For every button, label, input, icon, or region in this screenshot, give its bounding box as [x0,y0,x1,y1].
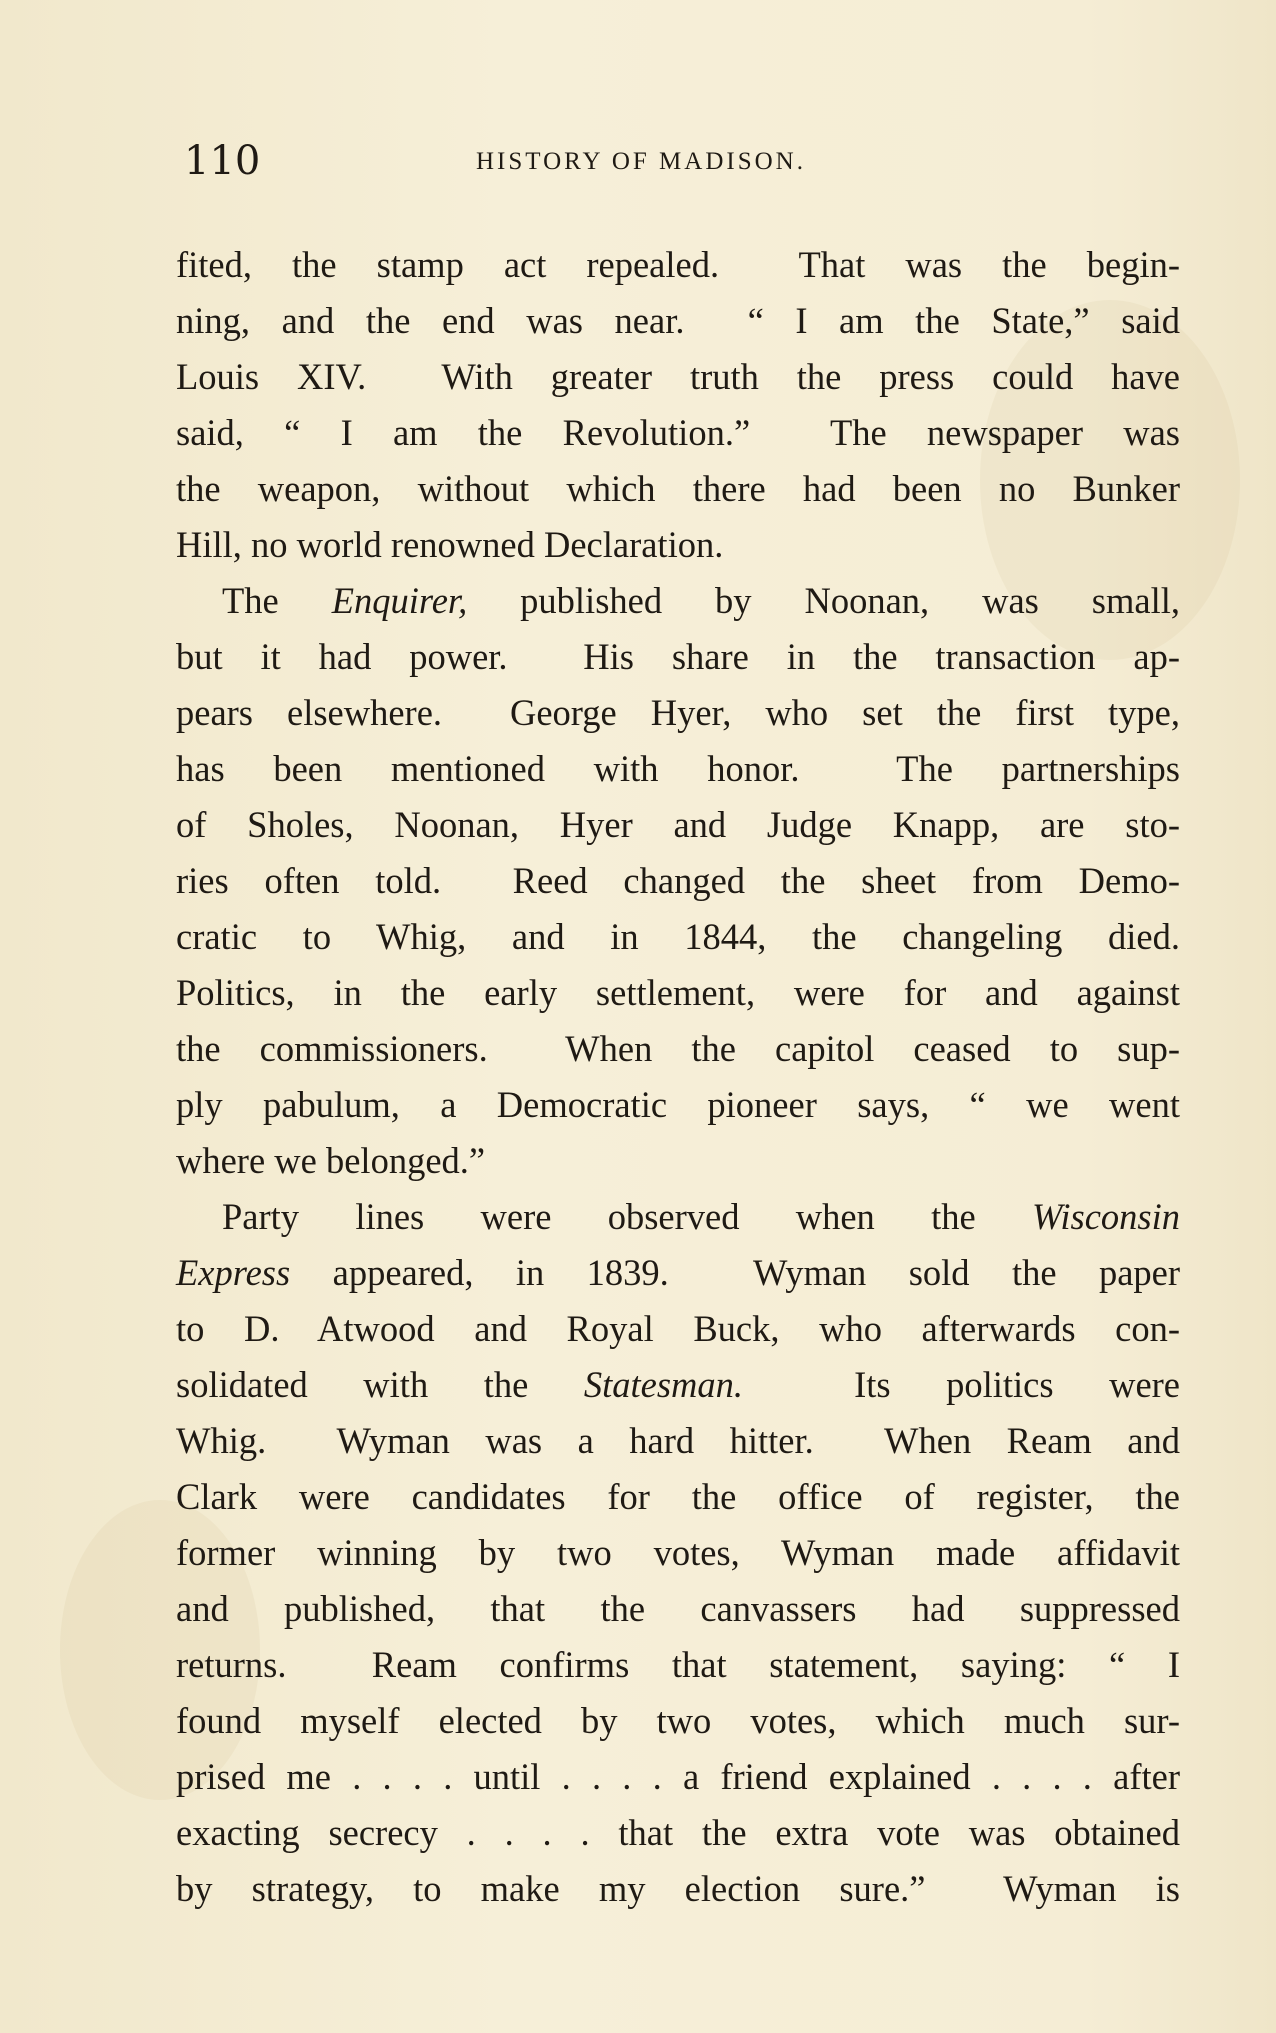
text-segment: Whig. Wyman was a hard hitter. When Ream and [176,1420,1180,1461]
text-segment: Politics, in the early settlement, were for and against [176,972,1180,1013]
text-line [176,1021,1180,1077]
italic-title: Enquirer, [331,580,468,621]
text-line [176,573,1180,629]
text-segment: former winning by two votes, Wyman made affidavit [176,1532,1180,1573]
text-segment: published by Noonan, was small, [467,580,1180,621]
text-line [176,461,1180,517]
text-line [176,629,1180,685]
text-segment: the weapon, without which there had been no Bunker [176,468,1180,509]
text-line [176,1133,1180,1189]
italic-title: Express [176,1252,291,1293]
text-line [176,1301,1180,1357]
text-line [176,909,1180,965]
text-segment: by strategy, to make my election sure.” Wyman is [176,1868,1180,1909]
text-line [176,1525,1180,1581]
text-segment: cratic to Whig, and in 1844, the changeling died. [176,916,1180,957]
text-line [176,1413,1180,1469]
text-segment: Clark were candidates for the office of register, the [176,1476,1180,1517]
text-segment: where we belonged.” [176,1140,486,1181]
text-line [176,349,1180,405]
text-line [176,797,1180,853]
text-line [176,1861,1180,1917]
text-line [176,1637,1180,1693]
text-segment: the commissioners. When the capitol ceased to sup- [176,1028,1180,1069]
text-line [176,293,1180,349]
text-segment: ply pabulum, a Democratic pioneer says, “ we went [176,1084,1180,1125]
text-segment: prised me . . . . until . . . . a friend explained . . . . after [176,1756,1180,1797]
text-segment: said, “ I am the Revolution.” The newspaper was [176,412,1180,453]
text-segment: pears elsewhere. George Hyer, who set the first type, [176,692,1180,733]
text-segment: of Sholes, Noonan, Hyer and Judge Knapp, are sto- [176,804,1180,845]
text-line [176,1357,1180,1413]
text-segment: to D. Atwood and Royal Buck, who afterwards con- [176,1308,1180,1349]
text-segment: but it had power. His share in the transaction ap- [176,636,1180,677]
text-line [176,853,1180,909]
text-line [176,405,1180,461]
text-segment: fited, the stamp act repealed. That was the begin- [176,244,1180,285]
text-segment: ries often told. Reed changed the sheet from Demo- [176,860,1180,901]
text-segment: appeared, in 1839. Wyman sold the paper [290,1252,1180,1293]
text-segment: found myself elected by two votes, which much sur- [176,1700,1180,1741]
text-segment: Its politics were [743,1364,1180,1405]
text-line [176,1189,1180,1245]
text-segment: and published, that the canvassers had suppressed [176,1588,1180,1629]
text-line [176,1805,1180,1861]
page-number: 110 [184,138,261,184]
text-line [176,965,1180,1021]
text-line [176,1469,1180,1525]
text-line [176,1693,1180,1749]
text-line [176,517,1180,573]
text-segment: solidated with the [176,1364,584,1405]
text-line [176,1245,1180,1301]
text-line [176,741,1180,797]
text-line [176,1749,1180,1805]
text-segment: returns. Ream confirms that statement, saying: “ I [176,1644,1180,1685]
text-segment: Louis XIV. With greater truth the press could have [176,356,1180,397]
text-segment: Party lines were observed when the [222,1196,1032,1237]
italic-title: Statesman. [583,1364,744,1405]
running-title: HISTORY OF MADISON. [476,148,806,175]
text-segment: The [222,580,332,621]
text-line [176,685,1180,741]
book-page [176,0,1180,2033]
body-text [176,237,1180,1917]
text-segment: Hill, no world renowned Declaration. [176,524,724,565]
running-head [176,136,1176,186]
italic-title: Wisconsin [1031,1196,1180,1237]
text-line [176,1077,1180,1133]
text-line [176,237,1180,293]
text-segment: has been mentioned with honor. The partnerships [176,748,1180,789]
text-segment: ning, and the end was near. “ I am the State,” said [176,300,1180,341]
text-segment: exacting secrecy . . . . that the extra vote was obtained [176,1812,1180,1853]
text-line [176,1581,1180,1637]
